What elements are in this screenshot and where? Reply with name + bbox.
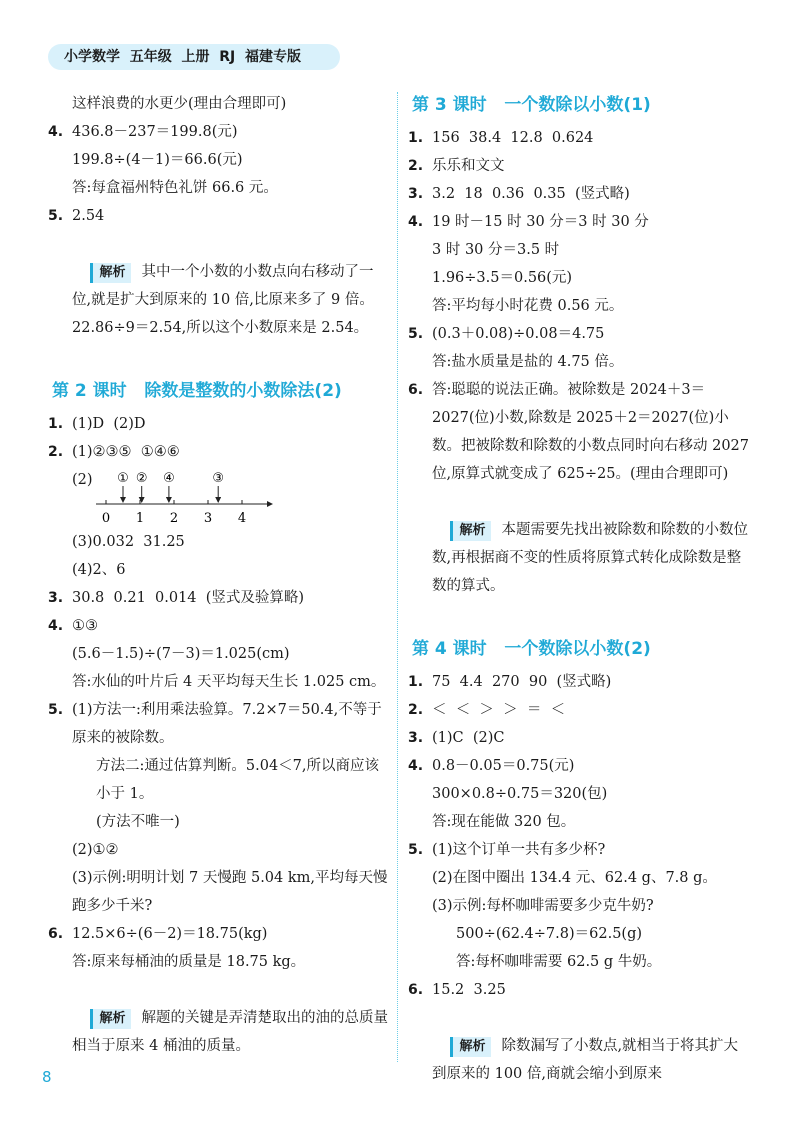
answer-2: 2. (1)②③⑤ ①④⑥ (2) 0 1 2 3 4 ① ② ④ ③ (3)0.032 31.25 (4)2、6	[48, 438, 388, 584]
analysis-block-2: 解析 解题的关键是弄清楚取出的油的总质量相当于原来 4 桶油的质量。	[72, 1010, 388, 1054]
right-column	[408, 90, 752, 1116]
answer-5: 5. 2.54	[48, 208, 105, 224]
number-line-tick-label: 2	[169, 511, 179, 526]
answer-3: 3. 30.8 0.21 0.014 (竖式及验算略)	[48, 590, 305, 606]
answer-4-lesson-2: 4. ①③ (5.6－1.5)÷(7－3)＝1.025(cm) 答:水仙的叶片后 4 天平均每天生长 1.025 cm。	[48, 618, 386, 690]
r4-answer-5: 5. (1)这个订单一共有多少杯? (2)在图中圈出 134.4 元、62.4 g、7.8 g。 (3)示例:每杯咖啡需要多少克牛奶? 500÷(62.4÷7.8)＝62.5(g) 答:每杯咖啡需要 62.5 g 牛奶。	[408, 842, 717, 970]
answer-continuation: 这样浪费的水更少(理由合理即可)	[72, 96, 287, 112]
analysis-badge: 解析	[90, 1009, 131, 1029]
analysis-block-3: 解析 本题需要先找出被除数和除数的小数位数,再根据商不变的性质将原算式转化成除数是整数的算式。	[432, 522, 748, 594]
number-line-pointer-label: ④	[163, 471, 175, 486]
r-answer-2: 2. 乐乐和文文	[408, 158, 505, 174]
column-divider	[397, 92, 398, 1062]
r4-answer-3: 3. (1)C (2)C	[408, 730, 505, 746]
page-number: 8	[42, 1068, 52, 1086]
r4-answer-6: 6. 15.2 3.25	[408, 982, 506, 998]
number-line-tick-label: 1	[135, 511, 145, 526]
number-line-figure	[72, 464, 388, 528]
r-answer-1: 1. 156 38.4 12.8 0.624	[408, 130, 594, 146]
r4-answer-1: 1. 75 4.4 270 90 (竖式略)	[408, 674, 612, 690]
r-answer-5: 5. (0.3＋0.08)÷0.08＝4.75 答:盐水质量是盐的 4.75 倍。	[408, 326, 624, 370]
analysis-block: 解析 其中一个小数的小数点向右移动了一位,就是扩大到原来的 10 倍,比原来多了 9 倍。22.86÷9＝2.54,所以这个小数原来是 2.54。	[72, 264, 374, 336]
number-line-tick-label: 4	[237, 511, 247, 526]
number-line-tick-label: 0	[101, 511, 111, 526]
number-line-pointer-label: ①	[117, 471, 129, 486]
section-title-lesson-2: 第 2 课时 除数是整数的小数除法(2)	[52, 381, 342, 401]
section-title-lesson-4: 第 4 课时 一个数除以小数(2)	[412, 639, 651, 659]
analysis-badge: 解析	[450, 521, 491, 541]
number-line-tick-label: 3	[203, 511, 213, 526]
analysis-badge: 解析	[450, 1037, 491, 1057]
answer-5-lesson-2: 5. (1)方法一:利用乘法验算。7.2×7＝50.4,不等于原来的被除数。 方法二:通过估算判断。5.04＜7,所以商应该小于 1。 (方法不唯一) (2)①② (3)示例:明明计划 7 天慢跑 5.04 km,平均每天慢跑多少千米?	[48, 702, 388, 914]
r4-answer-4: 4. 0.8－0.05＝0.75(元) 300×0.8÷0.75＝320(包) 答:现在能做 320 包。	[408, 758, 608, 830]
answer-1: 1. (1)D (2)D	[48, 416, 146, 432]
answer-4: 4. 436.8－237＝199.8(元) 199.8÷(4－1)＝66.6(元) 答:每盒福州特色礼饼 66.6 元。	[48, 124, 278, 196]
number-line-pointer-label: ②	[135, 471, 148, 486]
section-title-lesson-3: 第 3 课时 一个数除以小数(1)	[412, 95, 651, 115]
r-answer-3: 3. 3.2 18 0.36 0.35 (竖式略)	[408, 186, 630, 202]
r4-answer-2: 2. ＜ ＜ ＞ ＞ ＝ ＜	[408, 702, 566, 718]
left-column	[48, 90, 388, 1088]
book-header: 小学数学 五年级 上册 RJ 福建专版	[48, 44, 340, 70]
number-line-pointer-label: ③	[212, 471, 225, 486]
answer-6-lesson-2: 6. 12.5×6÷(6－2)＝18.75(kg) 答:原来每桶油的质量是 18.75 kg。	[48, 926, 306, 970]
analysis-block-4: 解析 除数漏写了小数点,就相当于将其扩大到原来的 100 倍,商就会缩小到原来	[432, 1038, 739, 1082]
analysis-badge: 解析	[90, 263, 131, 283]
r-answer-6: 6. 答:聪聪的说法正确。被除数是 2024＋3＝2027(位)小数,除数是 2025＋2＝2027(位)小数。把被除数和除数的小数点同时向右移动 2027 位,原算式就变成了 625÷25。(理由合理即可)	[408, 382, 754, 482]
r-answer-4: 4. 19 时－15 时 30 分＝3 时 30 分 3 时 30 分＝3.5 时 1.96÷3.5＝0.56(元) 答:平均每小时花费 0.56 元。	[408, 214, 649, 314]
number-line	[92, 464, 292, 528]
